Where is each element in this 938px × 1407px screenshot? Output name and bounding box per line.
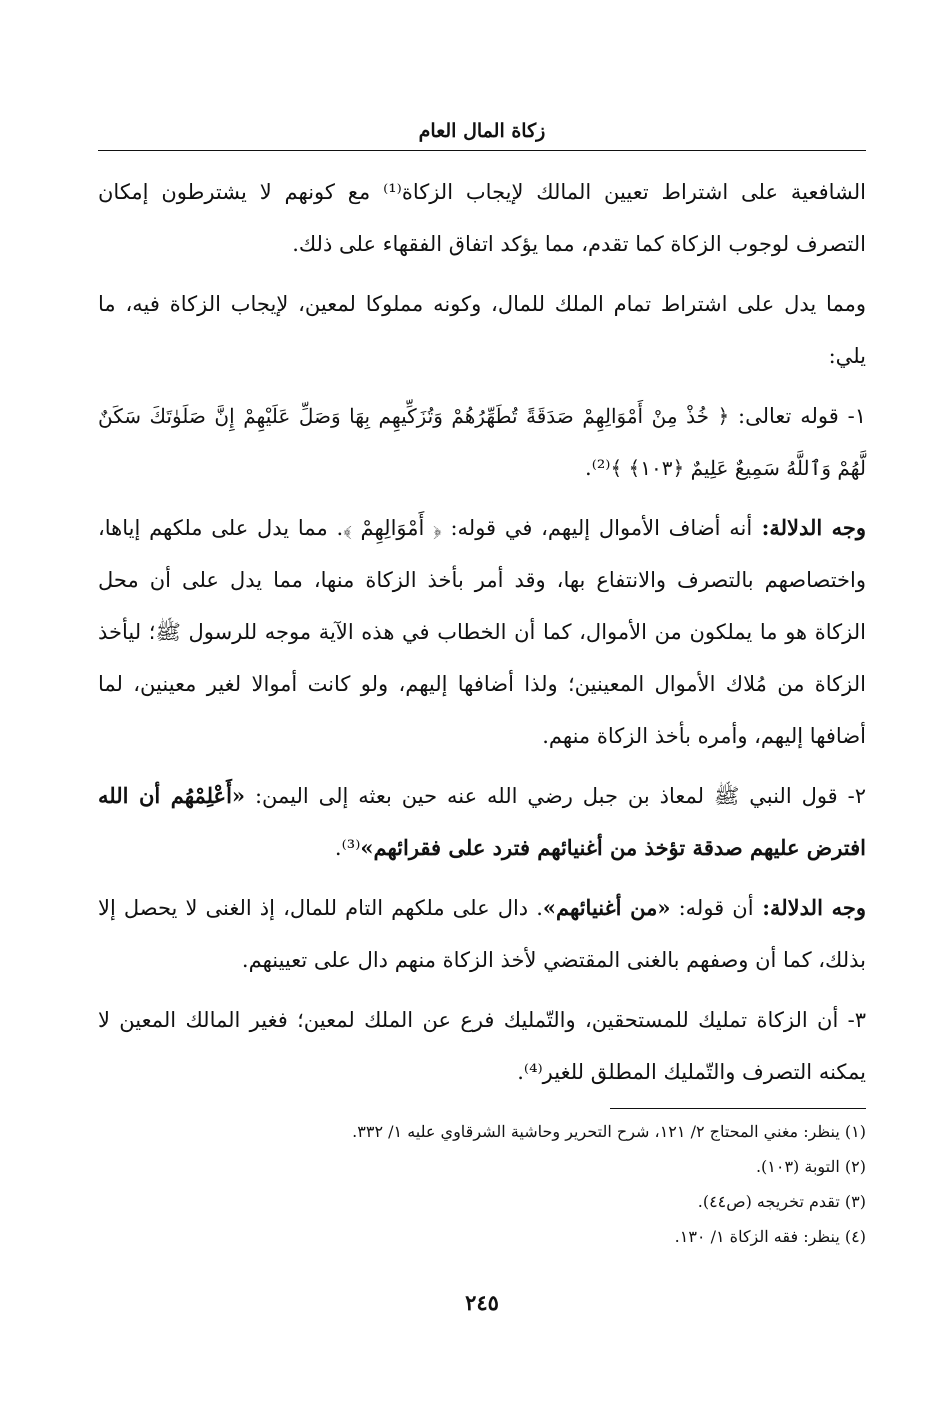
- evidence-text-2b: . دال على ملكهم التام للمال، إذ الغنى لا يحصل إلا بذلك، كما أن وصفهم بالغنى المقتضي لأخذ الزكاة منهم دال على تعيينهم.: [98, 896, 866, 972]
- footnotes: [98, 1114, 866, 1254]
- page-number: ٢٤٥: [465, 1290, 499, 1315]
- item-2-intro: ٢- قول النبي ﷺ لمعاذ بن جبل رضي الله عنه حين بعثه إلى اليمن:: [245, 784, 867, 808]
- item-1-intro: ١- قوله تعالى:: [729, 404, 866, 428]
- paragraph-6-evidence: [98, 882, 866, 986]
- document-page: [98, 0, 866, 1407]
- header-rule: [98, 150, 866, 151]
- paragraph-4-evidence: [98, 502, 866, 762]
- footnote-ref-2: ⁽²⁾.: [585, 456, 611, 480]
- quran-verse: ﴿ خُذْ مِنْ أَمْوَالِهِمْ صَدَقَةً تُطَهِّرُهُمْ وَتُزَكِّيهِم بِهَا وَصَلِّ عَلَيْهِمْ إِنَّ صَلَوٰتَكَ سَكَنٌ لَّهُمْ وَٱللَّهُ سَمِيعٌ عَلِيمٌ ﴿١٠٣﴾ ﴾: [98, 404, 866, 480]
- footnote-separator: [610, 1108, 866, 1109]
- paragraph-7: ٣- أن الزكاة تمليك للمستحقين، والتّمليك فرع عن الملك لمعين؛ فغير المالك المعين لا يمكنه التصرف والتّمليك المطلق للغير⁽⁴⁾.: [98, 1008, 866, 1084]
- footnote-1: (١) ينظر: مغني المحتاج ٢/ ١٢١، شرح التحرير وحاشية الشرقاوي عليه ١/ ٣٣٢.: [352, 1122, 866, 1141]
- evidence-quote-2: «من أغنيائهم»: [542, 895, 671, 920]
- footnote-2: (٢) التوبة (١٠٣).: [755, 1157, 866, 1176]
- evidence-label-2: وجه الدلالة:: [753, 895, 866, 920]
- evidence-label: وجه الدلالة:: [752, 515, 866, 540]
- paragraph-1: الشافعية على اشتراط تعيين المالك لإيجاب الزكاة⁽¹⁾ مع كونهم لا يشترطون إمكان التصرف لوجوب الزكاة كما تقدم، مما يؤكد اتفاق الفقهاء على ذلك.: [98, 180, 867, 256]
- evidence-text-2a: أن قوله:: [670, 896, 754, 920]
- running-head-title: زكاة المال العام: [418, 120, 546, 142]
- main-text: [98, 166, 866, 1106]
- footnote-ref-3: ⁽³⁾.: [334, 836, 361, 860]
- hadith-quote: «أَعْلِمْهُم أن الله افترض عليهم صدقة تؤخذ من أغنيائهم فترد على فقرائهم»: [98, 783, 866, 860]
- footnote-4: (٤) ينظر: فقه الزكاة ١/ ١٣٠.: [674, 1227, 866, 1246]
- paragraph-5-hadith: [98, 770, 866, 874]
- paragraph-2: ومما يدل على اشتراط تمام الملك للمال، وكونه مملوكا لمعين، لإيجاب الزكاة فيه، ما يلي:: [98, 292, 866, 368]
- footnote-3: (٣) تقدم تخريجه (ص٤٤).: [697, 1192, 866, 1211]
- evidence-text: أنه أضاف الأموال إليهم، في قوله: ﴿ أَمْوَالِهِمْ ﴾. مما يدل على ملكهم إياها، واختصاصهم بالتصرف والانتفاع بها، وقد أمر بأخذ الزكاة منها، مما يدل على أن محل الزكاة هو ما يملكون من الأموال، كما أن الخطاب في هذه الآية موجه للرسول ﷺ؛ ليأخذ الزكاة من مُلاك الأموال المعينين؛ ولذا أضافها إليهم، ولو كانت أموالا لغير معينين، لما أضافها إليهم، وأمره بأخذ الزكاة منهم.: [98, 516, 866, 748]
- paragraph-3-verse: [98, 390, 866, 494]
